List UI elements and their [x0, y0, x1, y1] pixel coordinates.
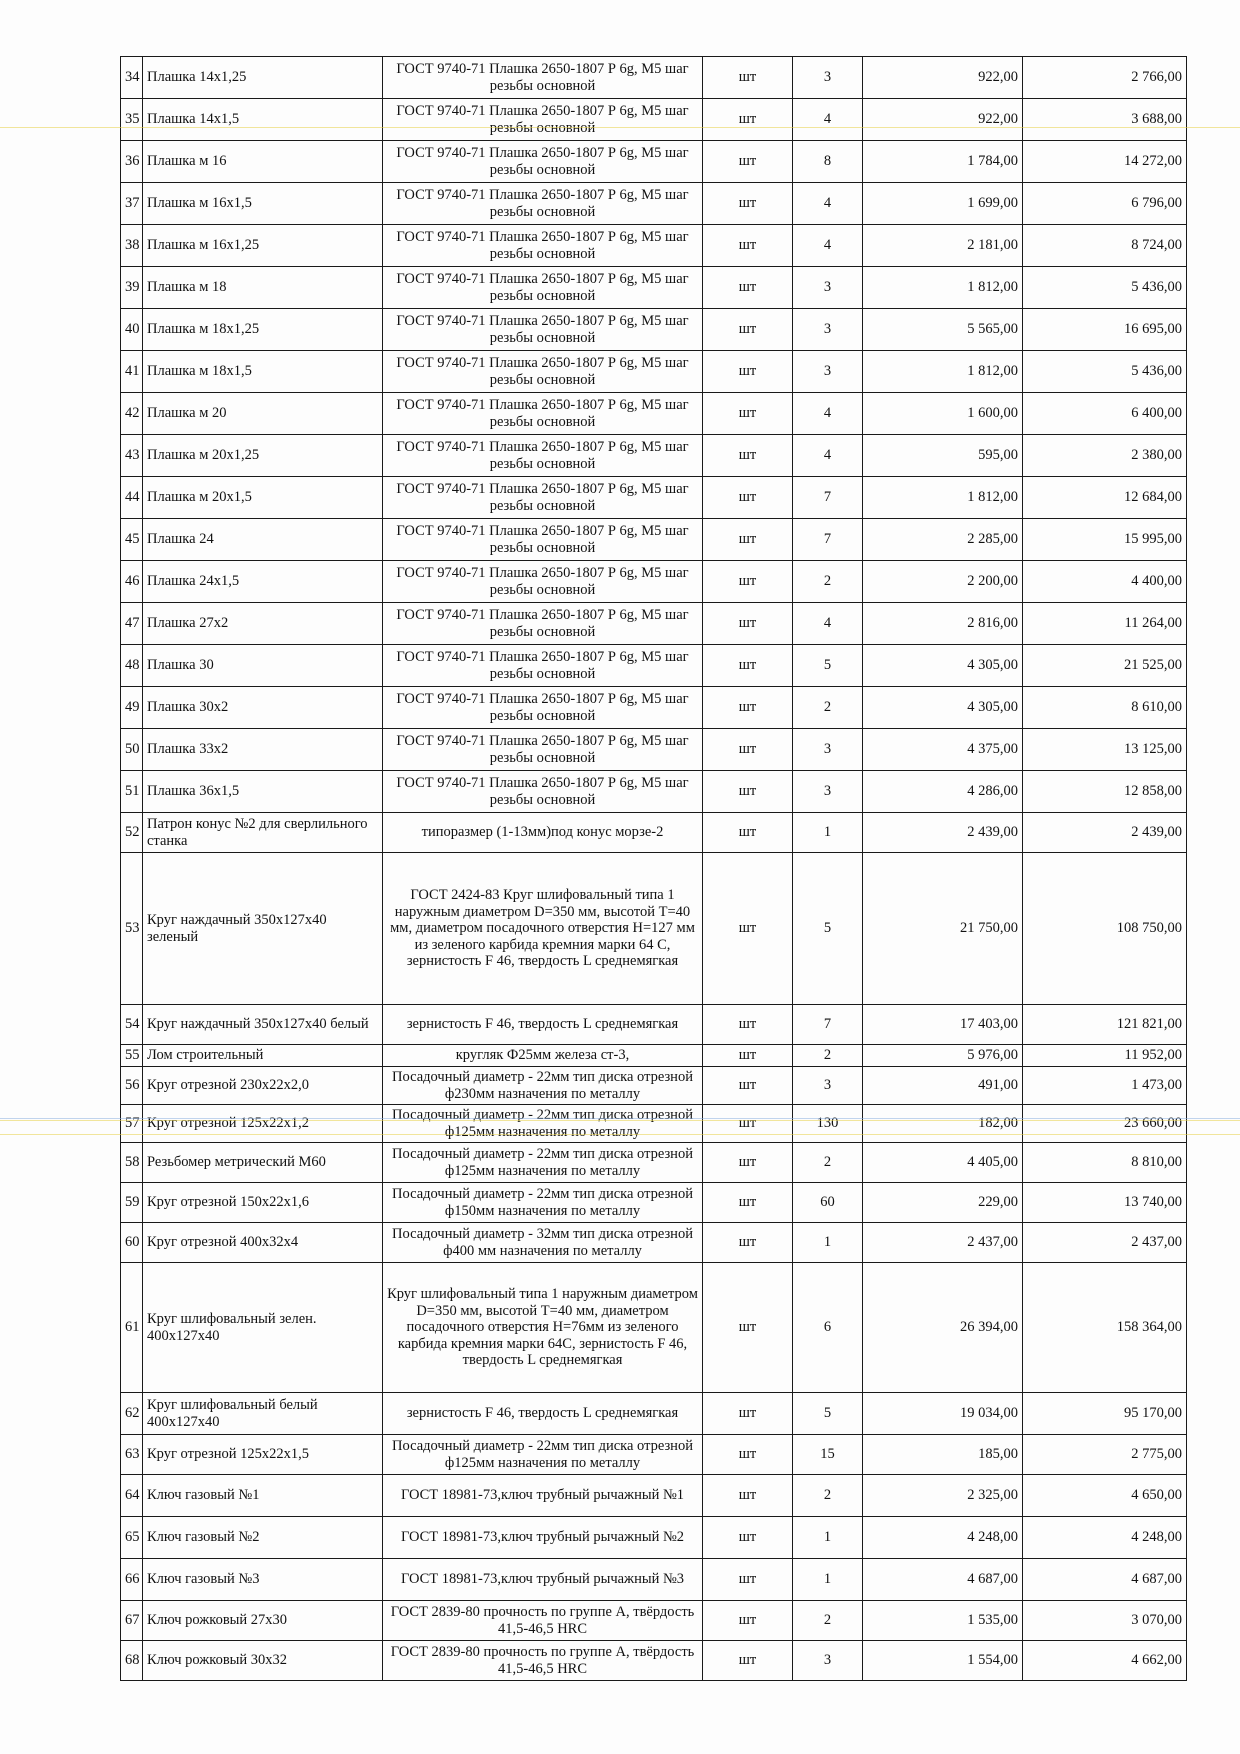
item-price: 4 305,00 [863, 645, 1023, 687]
row-number: 53 [121, 853, 143, 1005]
item-unit: шт [703, 309, 793, 351]
item-name: Плашка 36х1,5 [143, 771, 383, 813]
item-standard: ГОСТ 18981-73,ключ трубный рычажный №2 [383, 1517, 703, 1559]
item-name: Плашка 33х2 [143, 729, 383, 771]
item-price: 1 535,00 [863, 1601, 1023, 1641]
item-total: 95 170,00 [1023, 1393, 1187, 1435]
row-number: 47 [121, 603, 143, 645]
item-standard: ГОСТ 9740-71 Плашка 2650-1807 Р 6g, М5 шаг резьбы основной [383, 435, 703, 477]
table-row [121, 309, 1187, 351]
item-price: 4 405,00 [863, 1143, 1023, 1183]
item-name: Патрон конус №2 для сверлильного станка [143, 813, 383, 853]
item-total: 15 995,00 [1023, 519, 1187, 561]
item-name: Круг наждачный 350х127х40 белый [143, 1005, 383, 1045]
table-row [121, 1223, 1187, 1263]
item-quantity: 15 [793, 1435, 863, 1475]
table-row [121, 1067, 1187, 1105]
item-total: 108 750,00 [1023, 853, 1187, 1005]
table-row [121, 99, 1187, 141]
item-name: Лом строительный [143, 1045, 383, 1067]
item-unit: шт [703, 351, 793, 393]
item-total: 13 740,00 [1023, 1183, 1187, 1223]
row-number: 56 [121, 1067, 143, 1105]
item-standard: ГОСТ 2839-80 прочность по группе А, твёрдость 41,5-46,5 HRC [383, 1641, 703, 1681]
item-standard: кругляк Ф25мм железа ст-3, [383, 1045, 703, 1067]
table-row [121, 141, 1187, 183]
item-unit: шт [703, 1601, 793, 1641]
item-quantity: 3 [793, 309, 863, 351]
item-quantity: 2 [793, 1045, 863, 1067]
item-quantity: 3 [793, 729, 863, 771]
item-name: Плашка 24х1,5 [143, 561, 383, 603]
item-unit: шт [703, 603, 793, 645]
table-row [121, 645, 1187, 687]
row-number: 36 [121, 141, 143, 183]
item-unit: шт [703, 1143, 793, 1183]
item-price: 26 394,00 [863, 1263, 1023, 1393]
item-unit: шт [703, 645, 793, 687]
item-unit: шт [703, 1393, 793, 1435]
item-name: Круг отрезной 150х22х1,6 [143, 1183, 383, 1223]
item-name: Плашка 30 [143, 645, 383, 687]
item-standard: ГОСТ 9740-71 Плашка 2650-1807 Р 6g, М5 шаг резьбы основной [383, 603, 703, 645]
item-name: Ключ газовый №1 [143, 1475, 383, 1517]
item-unit: шт [703, 1641, 793, 1681]
item-name: Резьбомер метрический М60 [143, 1143, 383, 1183]
item-unit: шт [703, 771, 793, 813]
item-name: Плашка м 16 [143, 141, 383, 183]
row-number: 67 [121, 1601, 143, 1641]
item-price: 491,00 [863, 1067, 1023, 1105]
table-row [121, 267, 1187, 309]
item-price: 182,00 [863, 1105, 1023, 1143]
item-total: 11 264,00 [1023, 603, 1187, 645]
item-price: 5 976,00 [863, 1045, 1023, 1067]
item-standard: ГОСТ 9740-71 Плашка 2650-1807 Р 6g, М5 шаг резьбы основной [383, 477, 703, 519]
row-number: 52 [121, 813, 143, 853]
item-quantity: 7 [793, 1005, 863, 1045]
item-standard: зернистость F 46, твердость L среднемягкая [383, 1393, 703, 1435]
table-row [121, 603, 1187, 645]
table-row [121, 225, 1187, 267]
item-price: 21 750,00 [863, 853, 1023, 1005]
item-standard: ГОСТ 9740-71 Плашка 2650-1807 Р 6g, М5 шаг резьбы основной [383, 267, 703, 309]
table-row [121, 771, 1187, 813]
item-price: 2 439,00 [863, 813, 1023, 853]
item-unit: шт [703, 57, 793, 99]
item-total: 12 858,00 [1023, 771, 1187, 813]
item-total: 12 684,00 [1023, 477, 1187, 519]
item-standard: ГОСТ 9740-71 Плашка 2650-1807 Р 6g, М5 шаг резьбы основной [383, 519, 703, 561]
item-total: 13 125,00 [1023, 729, 1187, 771]
item-price: 1 812,00 [863, 477, 1023, 519]
item-standard: Посадочный диаметр - 22мм тип диска отрезной ф125мм назначения по металлу [383, 1105, 703, 1143]
item-total: 11 952,00 [1023, 1045, 1187, 1067]
item-price: 595,00 [863, 435, 1023, 477]
item-price: 17 403,00 [863, 1005, 1023, 1045]
table-row [121, 1601, 1187, 1641]
table-row [121, 1045, 1187, 1067]
item-total: 14 272,00 [1023, 141, 1187, 183]
row-number: 42 [121, 393, 143, 435]
item-standard: ГОСТ 9740-71 Плашка 2650-1807 Р 6g, М5 шаг резьбы основной [383, 225, 703, 267]
table-row [121, 1005, 1187, 1045]
item-price: 4 375,00 [863, 729, 1023, 771]
table-row [121, 1105, 1187, 1143]
item-total: 6 796,00 [1023, 183, 1187, 225]
table-row [121, 729, 1187, 771]
item-quantity: 2 [793, 1601, 863, 1641]
item-name: Плашка м 20х1,25 [143, 435, 383, 477]
table-row [121, 519, 1187, 561]
row-number: 44 [121, 477, 143, 519]
item-name: Круг шлифовальный зелен. 400х127х40 [143, 1263, 383, 1393]
item-price: 1 554,00 [863, 1641, 1023, 1681]
item-quantity: 2 [793, 687, 863, 729]
item-total: 1 473,00 [1023, 1067, 1187, 1105]
row-number: 35 [121, 99, 143, 141]
item-total: 16 695,00 [1023, 309, 1187, 351]
item-price: 1 600,00 [863, 393, 1023, 435]
item-unit: шт [703, 183, 793, 225]
item-quantity: 3 [793, 1641, 863, 1681]
item-quantity: 3 [793, 771, 863, 813]
item-unit: шт [703, 1223, 793, 1263]
item-quantity: 1 [793, 813, 863, 853]
table-row [121, 813, 1187, 853]
item-price: 1 699,00 [863, 183, 1023, 225]
table-row [121, 1641, 1187, 1681]
item-standard: ГОСТ 9740-71 Плашка 2650-1807 Р 6g, М5 шаг резьбы основной [383, 309, 703, 351]
item-quantity: 4 [793, 603, 863, 645]
table-row [121, 183, 1187, 225]
item-price: 5 565,00 [863, 309, 1023, 351]
item-total: 4 400,00 [1023, 561, 1187, 603]
item-standard: ГОСТ 9740-71 Плашка 2650-1807 Р 6g, М5 шаг резьбы основной [383, 393, 703, 435]
scan-artifact-line [0, 1118, 1240, 1119]
item-total: 2 766,00 [1023, 57, 1187, 99]
item-unit: шт [703, 561, 793, 603]
item-unit: шт [703, 225, 793, 267]
item-standard: ГОСТ 18981-73,ключ трубный рычажный №1 [383, 1475, 703, 1517]
row-number: 45 [121, 519, 143, 561]
item-standard: ГОСТ 9740-71 Плашка 2650-1807 Р 6g, М5 шаг резьбы основной [383, 183, 703, 225]
item-unit: шт [703, 687, 793, 729]
item-total: 8 610,00 [1023, 687, 1187, 729]
item-name: Ключ рожковый 30х32 [143, 1641, 383, 1681]
item-standard: ГОСТ 9740-71 Плашка 2650-1807 Р 6g, М5 шаг резьбы основной [383, 687, 703, 729]
item-quantity: 5 [793, 853, 863, 1005]
item-standard: зернистость F 46, твердость L среднемягкая [383, 1005, 703, 1045]
item-quantity: 3 [793, 351, 863, 393]
item-standard: ГОСТ 9740-71 Плашка 2650-1807 Р 6g, М5 шаг резьбы основной [383, 351, 703, 393]
item-unit: шт [703, 1559, 793, 1601]
row-number: 43 [121, 435, 143, 477]
item-name: Ключ рожковый 27х30 [143, 1601, 383, 1641]
item-quantity: 1 [793, 1559, 863, 1601]
row-number: 59 [121, 1183, 143, 1223]
table-row [121, 1435, 1187, 1475]
item-standard: типоразмер (1-13мм)под конус морзе-2 [383, 813, 703, 853]
item-unit: шт [703, 477, 793, 519]
item-name: Плашка м 20х1,5 [143, 477, 383, 519]
item-price: 2 816,00 [863, 603, 1023, 645]
item-name: Ключ газовый №3 [143, 1559, 383, 1601]
table-row [121, 853, 1187, 1005]
item-name: Круг шлифовальный белый 400х127х40 [143, 1393, 383, 1435]
row-number: 61 [121, 1263, 143, 1393]
item-name: Круг наждачный 350х127х40 зеленый [143, 853, 383, 1005]
row-number: 46 [121, 561, 143, 603]
item-quantity: 2 [793, 561, 863, 603]
item-standard: ГОСТ 9740-71 Плашка 2650-1807 Р 6g, М5 шаг резьбы основной [383, 561, 703, 603]
row-number: 41 [121, 351, 143, 393]
table-row [121, 393, 1187, 435]
item-name: Плашка 27х2 [143, 603, 383, 645]
table-row [121, 1559, 1187, 1601]
table-row [121, 1143, 1187, 1183]
item-quantity: 4 [793, 99, 863, 141]
item-name: Плашка 14х1,25 [143, 57, 383, 99]
row-number: 63 [121, 1435, 143, 1475]
row-number: 58 [121, 1143, 143, 1183]
item-unit: шт [703, 813, 793, 853]
item-quantity: 5 [793, 645, 863, 687]
item-total: 23 660,00 [1023, 1105, 1187, 1143]
item-name: Плашка м 18 [143, 267, 383, 309]
item-quantity: 2 [793, 1475, 863, 1517]
item-total: 6 400,00 [1023, 393, 1187, 435]
table-row [121, 57, 1187, 99]
item-name: Плашка м 16х1,25 [143, 225, 383, 267]
item-price: 2 200,00 [863, 561, 1023, 603]
item-quantity: 6 [793, 1263, 863, 1393]
item-name: Круг отрезной 400х32х4 [143, 1223, 383, 1263]
row-number: 55 [121, 1045, 143, 1067]
table-row [121, 435, 1187, 477]
item-total: 2 439,00 [1023, 813, 1187, 853]
row-number: 39 [121, 267, 143, 309]
row-number: 50 [121, 729, 143, 771]
item-quantity: 7 [793, 519, 863, 561]
item-standard: Посадочный диаметр - 22мм тип диска отрезной ф150мм назначения по металлу [383, 1183, 703, 1223]
item-price: 1 784,00 [863, 141, 1023, 183]
row-number: 34 [121, 57, 143, 99]
item-unit: шт [703, 435, 793, 477]
item-name: Плашка 30х2 [143, 687, 383, 729]
item-name: Плашка м 18х1,25 [143, 309, 383, 351]
item-standard: ГОСТ 9740-71 Плашка 2650-1807 Р 6g, М5 шаг резьбы основной [383, 645, 703, 687]
item-quantity: 7 [793, 477, 863, 519]
item-unit: шт [703, 393, 793, 435]
table-row [121, 1475, 1187, 1517]
row-number: 64 [121, 1475, 143, 1517]
table-row [121, 477, 1187, 519]
item-quantity: 4 [793, 183, 863, 225]
item-standard: Посадочный диаметр - 32мм тип диска отрезной ф400 мм назначения по металлу [383, 1223, 703, 1263]
item-quantity: 1 [793, 1517, 863, 1559]
item-total: 5 436,00 [1023, 267, 1187, 309]
item-name: Круг отрезной 125х22х1,2 [143, 1105, 383, 1143]
table-row [121, 1263, 1187, 1393]
item-unit: шт [703, 1045, 793, 1067]
item-standard: ГОСТ 9740-71 Плашка 2650-1807 Р 6g, М5 шаг резьбы основной [383, 57, 703, 99]
item-price: 4 305,00 [863, 687, 1023, 729]
item-total: 21 525,00 [1023, 645, 1187, 687]
item-unit: шт [703, 99, 793, 141]
item-price: 4 286,00 [863, 771, 1023, 813]
item-quantity: 5 [793, 1393, 863, 1435]
row-number: 54 [121, 1005, 143, 1045]
item-total: 8 810,00 [1023, 1143, 1187, 1183]
item-quantity: 4 [793, 393, 863, 435]
item-unit: шт [703, 519, 793, 561]
table-row [121, 561, 1187, 603]
item-standard: Посадочный диаметр - 22мм тип диска отрезной ф230мм назначения по металлу [383, 1067, 703, 1105]
item-price: 922,00 [863, 99, 1023, 141]
item-price: 2 325,00 [863, 1475, 1023, 1517]
item-standard: ГОСТ 9740-71 Плашка 2650-1807 Р 6g, М5 шаг резьбы основной [383, 729, 703, 771]
row-number: 60 [121, 1223, 143, 1263]
item-unit: шт [703, 1067, 793, 1105]
row-number: 51 [121, 771, 143, 813]
item-quantity: 3 [793, 267, 863, 309]
item-price: 19 034,00 [863, 1393, 1023, 1435]
table-row [121, 1183, 1187, 1223]
row-number: 68 [121, 1641, 143, 1681]
item-quantity: 60 [793, 1183, 863, 1223]
item-total: 3 070,00 [1023, 1601, 1187, 1641]
item-standard: ГОСТ 9740-71 Плашка 2650-1807 Р 6g, М5 шаг резьбы основной [383, 99, 703, 141]
item-name: Плашка м 16х1,5 [143, 183, 383, 225]
item-standard: ГОСТ 9740-71 Плашка 2650-1807 Р 6g, М5 шаг резьбы основной [383, 771, 703, 813]
item-standard: Круг шлифовальный типа 1 наружным диаметром D=350 мм, высотой Т=40 мм, диаметром посадочного отверстия Н=76мм из зеленого карбида кремния марки 64С, зернистость F 46, твердость L среднемягкая [383, 1263, 703, 1393]
item-name: Круг отрезной 125х22х1,5 [143, 1435, 383, 1475]
table-body [121, 57, 1187, 1681]
item-unit: шт [703, 1183, 793, 1223]
table-row [121, 351, 1187, 393]
item-standard: ГОСТ 2839-80 прочность по группе А, твёрдость 41,5-46,5 HRC [383, 1601, 703, 1641]
item-unit: шт [703, 1435, 793, 1475]
item-standard: ГОСТ 9740-71 Плашка 2650-1807 Р 6g, М5 шаг резьбы основной [383, 141, 703, 183]
item-quantity: 4 [793, 435, 863, 477]
item-price: 229,00 [863, 1183, 1023, 1223]
item-unit: шт [703, 1475, 793, 1517]
item-price: 2 285,00 [863, 519, 1023, 561]
row-number: 48 [121, 645, 143, 687]
item-name: Плашка м 18х1,5 [143, 351, 383, 393]
item-total: 4 687,00 [1023, 1559, 1187, 1601]
row-number: 37 [121, 183, 143, 225]
item-quantity: 1 [793, 1223, 863, 1263]
item-name: Плашка м 20 [143, 393, 383, 435]
item-name: Круг отрезной 230х22х2,0 [143, 1067, 383, 1105]
item-standard: ГОСТ 2424-83 Круг шлифовальный типа 1 наружным диаметром D=350 мм, высотой Т=40 мм, диаметром посадочного отверстия Н=127 мм из зеленого карбида кремния марки 64 С, зернистость F 46, твердость L среднемягкая [383, 853, 703, 1005]
item-total: 4 248,00 [1023, 1517, 1187, 1559]
item-unit: шт [703, 1263, 793, 1393]
item-price: 922,00 [863, 57, 1023, 99]
table-row [121, 1517, 1187, 1559]
row-number: 49 [121, 687, 143, 729]
item-total: 158 364,00 [1023, 1263, 1187, 1393]
row-number: 57 [121, 1105, 143, 1143]
item-unit: шт [703, 1517, 793, 1559]
item-unit: шт [703, 141, 793, 183]
scan-artifact-line [0, 1120, 1240, 1121]
row-number: 40 [121, 309, 143, 351]
item-standard: ГОСТ 18981-73,ключ трубный рычажный №3 [383, 1559, 703, 1601]
row-number: 65 [121, 1517, 143, 1559]
item-quantity: 130 [793, 1105, 863, 1143]
item-unit: шт [703, 853, 793, 1005]
item-quantity: 4 [793, 225, 863, 267]
item-price: 4 248,00 [863, 1517, 1023, 1559]
item-standard: Посадочный диаметр - 22мм тип диска отрезной ф125мм назначения по металлу [383, 1143, 703, 1183]
scan-artifact-line [0, 1134, 1240, 1135]
item-total: 2 775,00 [1023, 1435, 1187, 1475]
table-row [121, 687, 1187, 729]
item-unit: шт [703, 1005, 793, 1045]
item-total: 8 724,00 [1023, 225, 1187, 267]
item-price: 2 437,00 [863, 1223, 1023, 1263]
item-unit: шт [703, 1105, 793, 1143]
item-total: 2 380,00 [1023, 435, 1187, 477]
item-unit: шт [703, 729, 793, 771]
table-row [121, 1393, 1187, 1435]
item-total: 121 821,00 [1023, 1005, 1187, 1045]
item-total: 2 437,00 [1023, 1223, 1187, 1263]
item-quantity: 8 [793, 141, 863, 183]
item-name: Ключ газовый №2 [143, 1517, 383, 1559]
item-price: 185,00 [863, 1435, 1023, 1475]
row-number: 38 [121, 225, 143, 267]
item-total: 4 662,00 [1023, 1641, 1187, 1681]
item-standard: Посадочный диаметр - 22мм тип диска отрезной ф125мм назначения по металлу [383, 1435, 703, 1475]
item-name: Плашка 24 [143, 519, 383, 561]
item-name: Плашка 14х1,5 [143, 99, 383, 141]
item-total: 5 436,00 [1023, 351, 1187, 393]
item-price: 1 812,00 [863, 267, 1023, 309]
row-number: 66 [121, 1559, 143, 1601]
row-number: 62 [121, 1393, 143, 1435]
item-price: 4 687,00 [863, 1559, 1023, 1601]
item-quantity: 3 [793, 1067, 863, 1105]
specification-table [120, 56, 1187, 1681]
item-total: 4 650,00 [1023, 1475, 1187, 1517]
item-quantity: 3 [793, 57, 863, 99]
item-price: 1 812,00 [863, 351, 1023, 393]
item-unit: шт [703, 267, 793, 309]
item-quantity: 2 [793, 1143, 863, 1183]
scan-artifact-line [0, 127, 1240, 128]
item-price: 2 181,00 [863, 225, 1023, 267]
item-total: 3 688,00 [1023, 99, 1187, 141]
